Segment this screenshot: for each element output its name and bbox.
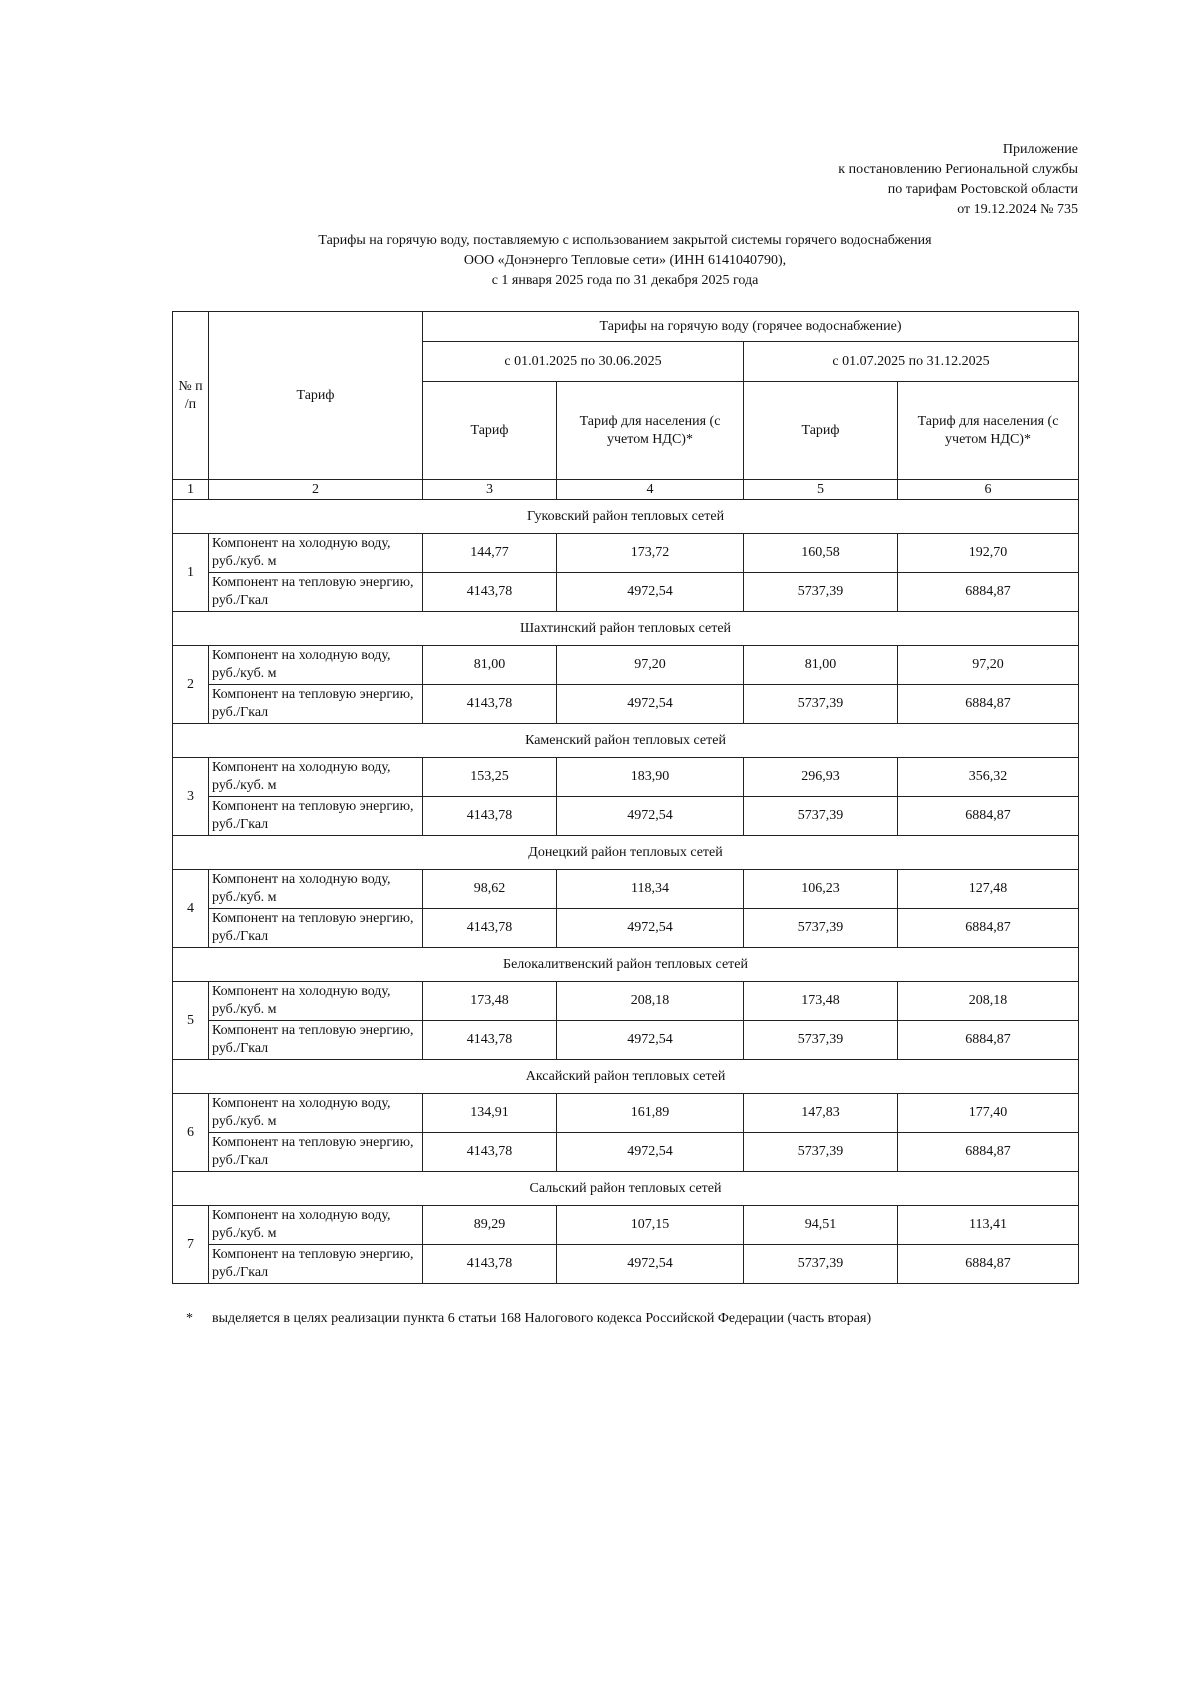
- section-heading: Сальский район тепловых сетей: [173, 1172, 1079, 1206]
- cell-value: 5737,39: [744, 1133, 898, 1172]
- row-label: Компонент на тепловую энергию, руб./Гкал: [209, 1133, 423, 1172]
- tariffs-table: [172, 311, 1079, 1284]
- section-heading: Аксайский район тепловых сетей: [173, 1060, 1079, 1094]
- table-row: [173, 1133, 1079, 1172]
- row-label: Компонент на холодную воду, руб./куб. м: [209, 646, 423, 685]
- cell-value: 113,41: [898, 1206, 1079, 1245]
- cell-value: 208,18: [898, 982, 1079, 1021]
- column-numbers-row: [173, 480, 1079, 500]
- appendix-block: [838, 140, 1078, 220]
- cell-value: 4143,78: [423, 909, 557, 948]
- section-heading: Донецкий район тепловых сетей: [173, 836, 1079, 870]
- row-label: Компонент на тепловую энергию, руб./Гкал: [209, 685, 423, 724]
- table-row: [173, 1245, 1079, 1284]
- header-period-2: с 01.07.2025 по 31.12.2025: [744, 342, 1079, 382]
- appendix-line-3: по тарифам Ростовской области: [887, 182, 1078, 197]
- cell-value: 81,00: [423, 646, 557, 685]
- cell-value: 183,90: [557, 758, 744, 797]
- cell-value: 127,48: [898, 870, 1079, 909]
- section-heading: Каменский район тепловых сетей: [173, 724, 1079, 758]
- cell-value: 134,91: [423, 1094, 557, 1133]
- cell-value: 5737,39: [744, 573, 898, 612]
- header-group: Тарифы на горячую воду (горячее водоснабжение): [423, 312, 1079, 342]
- cell-value: 4972,54: [557, 573, 744, 612]
- cell-value: 177,40: [898, 1094, 1079, 1133]
- cell-value: 4143,78: [423, 573, 557, 612]
- row-label: Компонент на холодную воду, руб./куб. м: [209, 1206, 423, 1245]
- cell-value: 6884,87: [898, 573, 1079, 612]
- cell-value: 5737,39: [744, 797, 898, 836]
- row-label: Компонент на холодную воду, руб./куб. м: [209, 870, 423, 909]
- cell-value: 5737,39: [744, 1245, 898, 1284]
- section-heading: Гуковский район тепловых сетей: [173, 500, 1079, 534]
- cell-value: 5737,39: [744, 685, 898, 724]
- table-row: [173, 1206, 1079, 1245]
- cell-value: 97,20: [557, 646, 744, 685]
- footnote-mark: *: [186, 1311, 193, 1326]
- cell-value: 4143,78: [423, 685, 557, 724]
- appendix-line-4: от 19.12.2024 № 735: [957, 202, 1078, 217]
- table-row: [173, 758, 1079, 797]
- cell-value: 296,93: [744, 758, 898, 797]
- title-line-3: с 1 января 2025 года по 31 декабря 2025 года: [491, 273, 759, 288]
- header-col-tariff-1: Тариф: [423, 382, 557, 480]
- section-heading: Шахтинский район тепловых сетей: [173, 612, 1079, 646]
- table-row: [173, 1021, 1079, 1060]
- appendix-line-1: Приложение: [1002, 142, 1078, 157]
- cell-value: 4972,54: [557, 1245, 744, 1284]
- cell-value: 144,77: [423, 534, 557, 573]
- title-line-1: Тарифы на горячую воду, поставляемую с использованием закрытой системы горячего водоснабжения: [318, 233, 932, 248]
- table-row: [173, 646, 1079, 685]
- cell-value: 6884,87: [898, 1133, 1079, 1172]
- table-row: [173, 573, 1079, 612]
- table-row: [173, 870, 1079, 909]
- table-row: [173, 797, 1079, 836]
- cell-value: 6884,87: [898, 1021, 1079, 1060]
- col-number: 2: [209, 480, 423, 500]
- cell-value: 81,00: [744, 646, 898, 685]
- cell-value: 6884,87: [898, 797, 1079, 836]
- table-row: [173, 982, 1079, 1021]
- footnote-text: выделяется в целях реализации пункта 6 статьи 168 Налогового кодекса Российской Федерации (часть вторая): [212, 1311, 872, 1326]
- cell-value: 107,15: [557, 1206, 744, 1245]
- cell-value: 106,23: [744, 870, 898, 909]
- cell-value: 356,32: [898, 758, 1079, 797]
- cell-value: 4143,78: [423, 1245, 557, 1284]
- cell-value: 6884,87: [898, 909, 1079, 948]
- row-label: Компонент на тепловую энергию, руб./Гкал: [209, 797, 423, 836]
- cell-value: 118,34: [557, 870, 744, 909]
- section-heading: Белокалитвенский район тепловых сетей: [173, 948, 1079, 982]
- cell-value: 94,51: [744, 1206, 898, 1245]
- cell-value: 97,20: [898, 646, 1079, 685]
- cell-value: 4972,54: [557, 909, 744, 948]
- row-label: Компонент на холодную воду, руб./куб. м: [209, 1094, 423, 1133]
- cell-value: 4972,54: [557, 1021, 744, 1060]
- row-number: 6: [173, 1094, 209, 1172]
- cell-value: 173,72: [557, 534, 744, 573]
- cell-value: 160,58: [744, 534, 898, 573]
- table-row: [173, 909, 1079, 948]
- row-label: Компонент на тепловую энергию, руб./Гкал: [209, 1245, 423, 1284]
- cell-value: 208,18: [557, 982, 744, 1021]
- cell-value: 4972,54: [557, 685, 744, 724]
- footnote: [186, 1309, 871, 1329]
- row-number: 2: [173, 646, 209, 724]
- cell-value: 6884,87: [898, 685, 1079, 724]
- table-row: [173, 1094, 1079, 1133]
- header-period-1: с 01.01.2025 по 30.06.2025: [423, 342, 744, 382]
- cell-value: 4143,78: [423, 1133, 557, 1172]
- row-label: Компонент на холодную воду, руб./куб. м: [209, 758, 423, 797]
- row-number: 4: [173, 870, 209, 948]
- cell-value: 5737,39: [744, 909, 898, 948]
- cell-value: 98,62: [423, 870, 557, 909]
- cell-value: 173,48: [744, 982, 898, 1021]
- col-number: 1: [173, 480, 209, 500]
- cell-value: 4143,78: [423, 1021, 557, 1060]
- cell-value: 161,89: [557, 1094, 744, 1133]
- col-number: 4: [557, 480, 744, 500]
- cell-value: 5737,39: [744, 1021, 898, 1060]
- header-col-population-2: Тариф для населения (с учетом НДС)*: [898, 382, 1079, 480]
- row-number: 3: [173, 758, 209, 836]
- row-number: 5: [173, 982, 209, 1060]
- cell-value: 4143,78: [423, 797, 557, 836]
- document-title: [172, 231, 1078, 291]
- row-number: 1: [173, 534, 209, 612]
- title-line-2: ООО «Донэнерго Тепловые сети» (ИНН 6141040790),: [463, 253, 787, 268]
- header-num: № п /п: [173, 312, 209, 480]
- row-label: Компонент на холодную воду, руб./куб. м: [209, 534, 423, 573]
- cell-value: 173,48: [423, 982, 557, 1021]
- cell-value: 147,83: [744, 1094, 898, 1133]
- header-tariff: Тариф: [209, 312, 423, 480]
- cell-value: 6884,87: [898, 1245, 1079, 1284]
- cell-value: 4972,54: [557, 1133, 744, 1172]
- cell-value: 192,70: [898, 534, 1079, 573]
- table-row: [173, 685, 1079, 724]
- cell-value: 153,25: [423, 758, 557, 797]
- cell-value: 89,29: [423, 1206, 557, 1245]
- row-label: Компонент на холодную воду, руб./куб. м: [209, 982, 423, 1021]
- col-number: 3: [423, 480, 557, 500]
- header-col-tariff-2: Тариф: [744, 382, 898, 480]
- table-row: [173, 534, 1079, 573]
- row-label: Компонент на тепловую энергию, руб./Гкал: [209, 573, 423, 612]
- row-label: Компонент на тепловую энергию, руб./Гкал: [209, 1021, 423, 1060]
- cell-value: 4972,54: [557, 797, 744, 836]
- appendix-line-2: к постановлению Региональной службы: [838, 162, 1078, 177]
- row-label: Компонент на тепловую энергию, руб./Гкал: [209, 909, 423, 948]
- row-number: 7: [173, 1206, 209, 1284]
- col-number: 6: [898, 480, 1079, 500]
- col-number: 5: [744, 480, 898, 500]
- header-col-population-1: Тариф для населения (с учетом НДС)*: [557, 382, 744, 480]
